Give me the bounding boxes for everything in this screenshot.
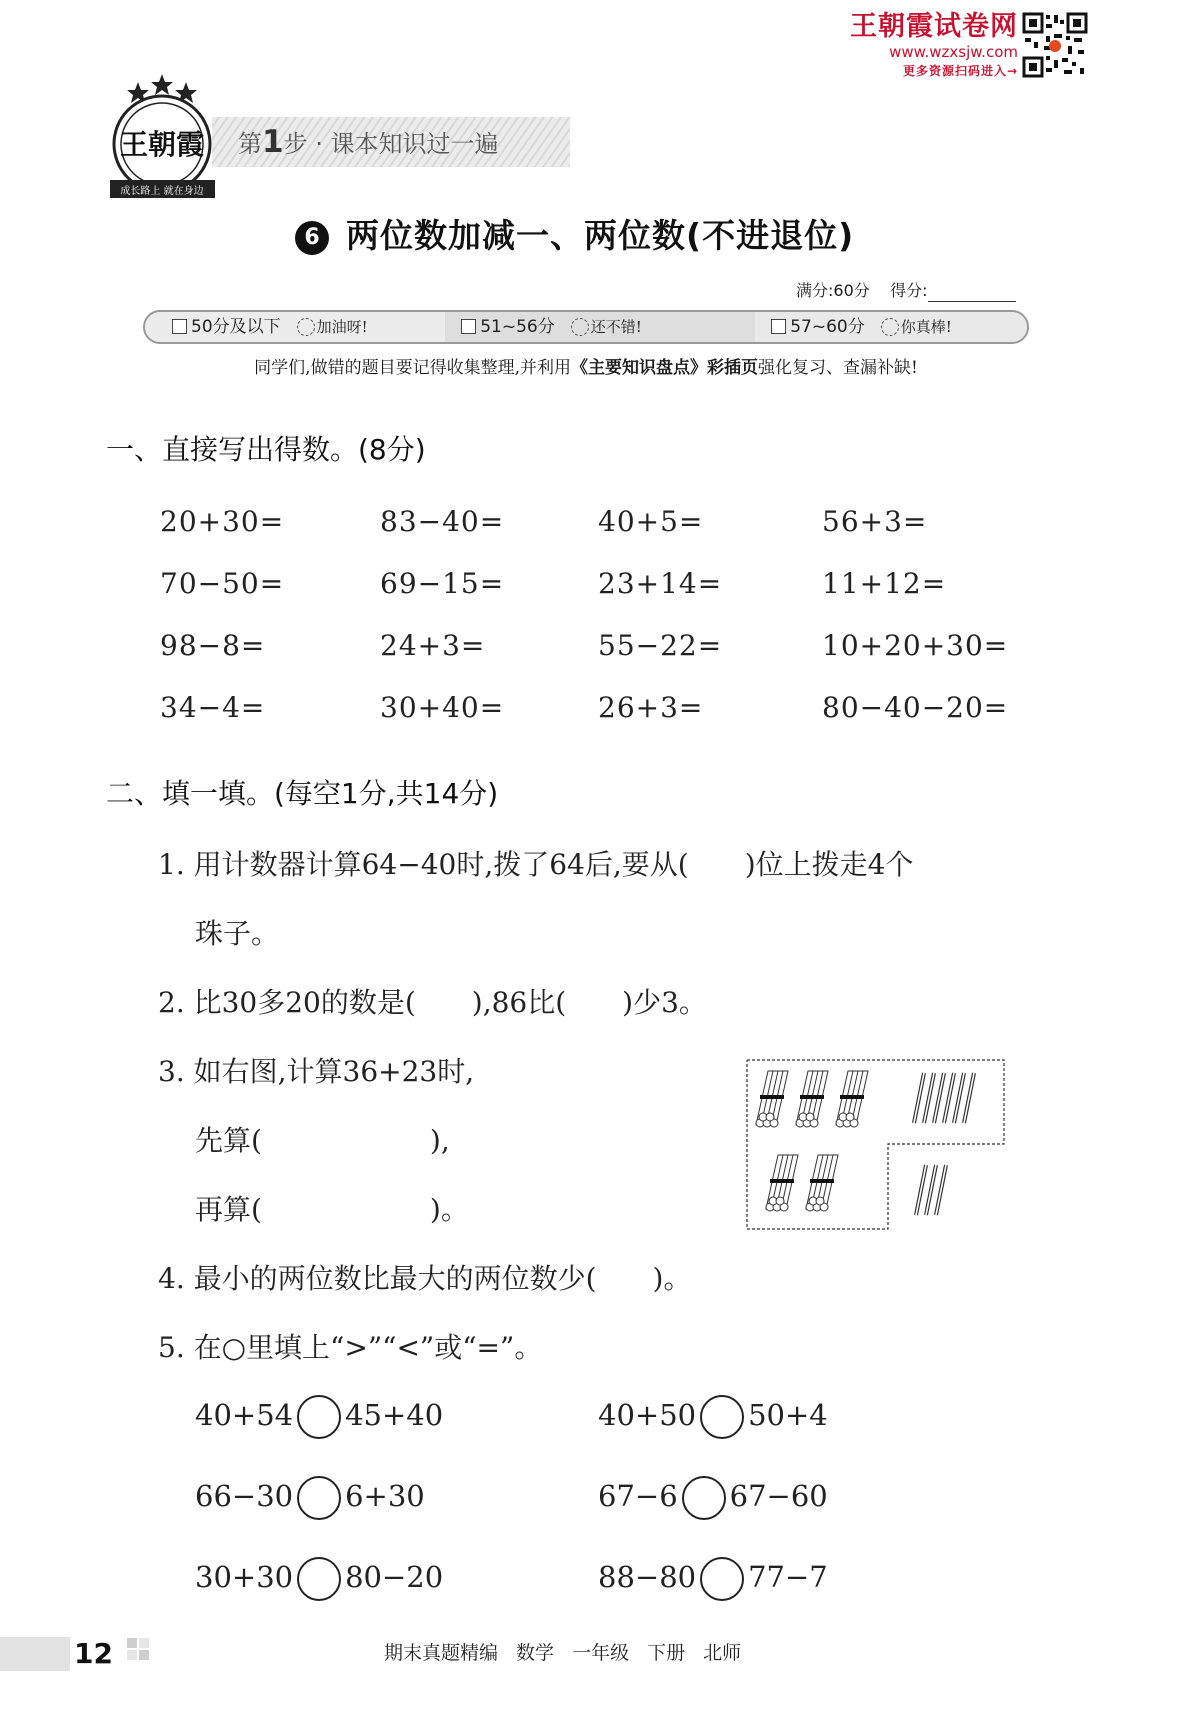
footer-text: 期末真题精编 数学 一年级 下册 北师: [384, 1642, 742, 1664]
problem: 20+30=: [160, 505, 285, 538]
problem: 34−4=: [160, 691, 266, 724]
problem: 26+3=: [598, 691, 704, 724]
brand-tagline: 更多资源扫码进入→: [902, 64, 1018, 78]
answer-circle[interactable]: [297, 1476, 341, 1520]
stick-bundles-figure: [746, 1059, 1006, 1231]
rating-comment-3: 你真棒!: [900, 318, 952, 336]
page-title: 两位数加减一、两位数(不进退位): [346, 216, 855, 255]
qr-code-icon[interactable]: [1022, 12, 1088, 78]
page-number: 12: [74, 1637, 113, 1670]
instruction-note: [143, 356, 1029, 380]
problem: 55−22=: [598, 629, 723, 662]
problem: 11+12=: [822, 567, 947, 600]
answer-circle[interactable]: [297, 1557, 341, 1601]
score-line: [796, 280, 1016, 302]
compare-left: 88−80: [598, 1560, 697, 1594]
compare-item: [195, 1392, 443, 1439]
problem: 98−8=: [160, 629, 266, 662]
compare-left: 30+30: [195, 1560, 294, 1594]
step-prefix: 第: [238, 130, 262, 158]
question-3: 3. 如右图,计算36+23时,: [158, 1055, 475, 1088]
step-suffix: 步 · 课本知识过一遍: [283, 130, 499, 158]
note-pre: 同学们,做错的题目要记得收集整理,并利用: [254, 358, 571, 378]
compare-item: [598, 1392, 828, 1439]
svg-text:成长路上 就在身边: 成长路上 就在身边: [120, 186, 204, 197]
brand-header: [850, 12, 1018, 80]
compare-item: [195, 1473, 425, 1520]
problem: 70−50=: [160, 567, 285, 600]
face-icon: [571, 318, 589, 336]
problem: 24+3=: [380, 629, 486, 662]
rating-range-3: 57~60分: [790, 317, 865, 337]
rating-segment-3: [755, 312, 1029, 342]
compare-right: 77−7: [748, 1560, 828, 1594]
compare-left: 67−6: [598, 1479, 678, 1513]
logo-icon: [100, 68, 225, 208]
rating-range-1: 50分及以下: [191, 317, 281, 337]
rating-bar: [143, 310, 1029, 344]
full-score: 满分:60分: [796, 281, 870, 300]
rating-checkbox-2[interactable]: [461, 319, 476, 334]
compare-left: 66−30: [195, 1479, 294, 1513]
compare-left: 40+50: [598, 1398, 697, 1432]
compare-right: 80−20: [345, 1560, 444, 1594]
problem: 80−40−20=: [822, 691, 1009, 724]
face-icon: [297, 318, 315, 336]
answer-circle[interactable]: [700, 1395, 744, 1439]
problem: 40+5=: [598, 505, 704, 538]
problem: 23+14=: [598, 567, 723, 600]
rating-range-2: 51~56分: [480, 317, 555, 337]
compare-right: 67−60: [729, 1479, 828, 1513]
rating-checkbox-1[interactable]: [172, 319, 187, 334]
rating-segment-2: [445, 312, 755, 342]
compare-item: [195, 1554, 443, 1601]
section-1-title: 一、直接写出得数。(8分): [106, 433, 426, 466]
compare-item: [598, 1554, 828, 1601]
footer-bar: [0, 1637, 70, 1671]
problem: 56+3=: [822, 505, 928, 538]
question-3-step-b: 再算( )。: [195, 1193, 469, 1226]
title-number: 6: [295, 221, 329, 255]
problem: 83−40=: [380, 505, 505, 538]
rating-comment-1: 加油呀!: [316, 318, 368, 336]
rating-comment-2: 还不错!: [590, 318, 642, 336]
rating-segment-1: [145, 312, 445, 342]
problem: 30+40=: [380, 691, 505, 724]
problem: 69−15=: [380, 567, 505, 600]
compare-left: 40+54: [195, 1398, 294, 1432]
svg-text:王朝霞: 王朝霞: [119, 128, 205, 161]
question-4: 4. 最小的两位数比最大的两位数少( )。: [158, 1262, 692, 1295]
brand-url[interactable]: www.wzxsjw.com: [889, 43, 1018, 61]
question-1-cont: 珠子。: [195, 917, 280, 950]
section-2-title: 二、填一填。(每空1分,共14分): [106, 777, 499, 810]
compare-right: 50+4: [748, 1398, 828, 1432]
question-1: 1. 用计数器计算64−40时,拨了64后,要从( )位上拨走4个: [158, 848, 914, 881]
note-post: 强化复习、查漏补缺!: [757, 358, 918, 378]
brand-name: 王朝霞试卷网: [850, 11, 1018, 42]
compare-item: [598, 1473, 828, 1520]
question-2: 2. 比30多20的数是( ),86比( )少3。: [158, 986, 707, 1019]
step-number: 1: [262, 124, 284, 160]
compare-right: 6+30: [345, 1479, 425, 1513]
question-3-step-a: 先算( ),: [195, 1124, 450, 1157]
footer-squares-icon: [127, 1638, 151, 1668]
score-blank[interactable]: [928, 286, 1016, 302]
answer-circle[interactable]: [682, 1476, 726, 1520]
question-5: 5. 在○里填上“>”“<”或“=”。: [158, 1331, 543, 1364]
answer-circle[interactable]: [297, 1395, 341, 1439]
step-label: [238, 124, 498, 162]
rating-checkbox-3[interactable]: [771, 319, 786, 334]
compare-right: 45+40: [345, 1398, 444, 1432]
note-bold: 《主要知识盘点》彩插页: [570, 358, 758, 378]
answer-circle[interactable]: [700, 1557, 744, 1601]
score-label: 得分:: [890, 281, 928, 300]
problem: 10+20+30=: [822, 629, 1009, 662]
face-icon: [881, 318, 899, 336]
